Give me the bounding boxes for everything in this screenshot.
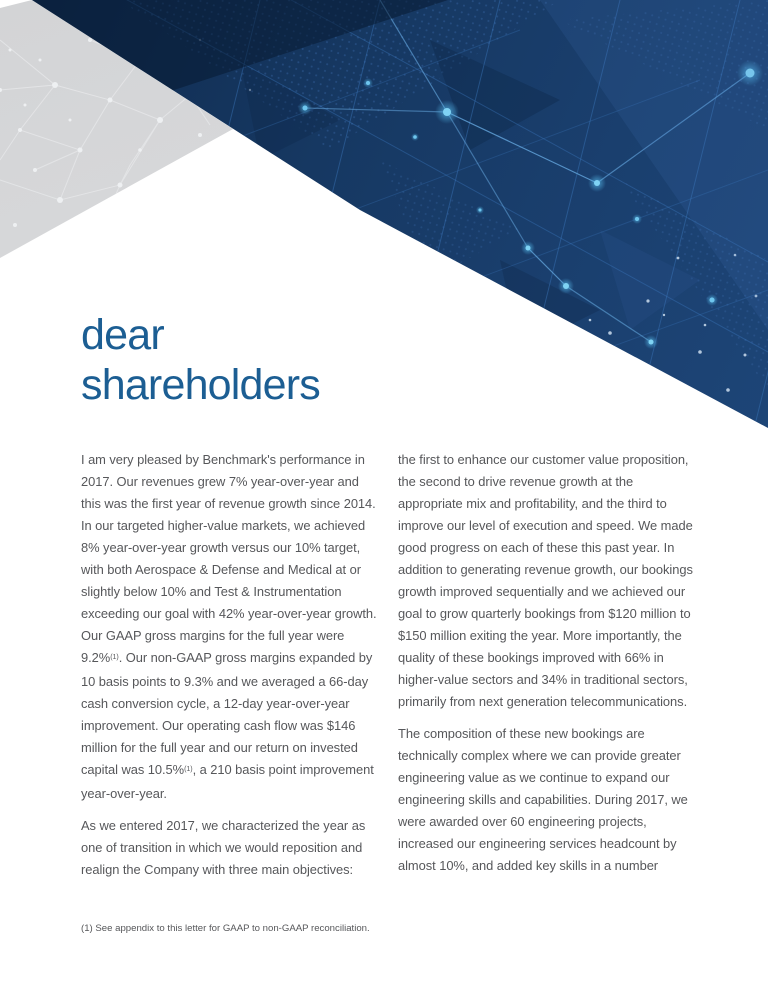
letter-column-left [81, 449, 377, 891]
letter-column-right [398, 449, 694, 887]
title-line-1: dear [81, 311, 164, 359]
footnote: (1) See appendix to this letter for GAAP to non-GAAP reconciliation. [81, 923, 370, 934]
paragraph: I am very pleased by Benchmark's performance in 2017. Our revenues grew 7% year-over-year and this was the first year of revenue growth since 2014. In our targeted higher-value markets, we achieved 8% year-over-year growth versus our 10% target, with both Aerospace & Defense and Medical at or slightly below 10% and Test & Instrumentation exceeding our goal with 42% year-over-year growth. Our GAAP gross margins for the full year were 9.2%$^{(1)}$. Our non-GAAP gross margins expanded by 10 basis points to 9.3% and we averaged a 66-day cash conversion cycle, a 12-day year-over-year improvement. Our operating cash flow was $146 million for the full year and our return on invested capital was 10.5%$^{(1)}$, a 210 basis point improvement year-over-year. [81, 452, 377, 801]
paragraph: As we entered 2017, we characterized the year as one of transition in which we would reposition and realign the Company with three main objectives: [81, 818, 366, 877]
paragraph: The composition of these new bookings are technically complex where we can provide greater engineering value as we continue to expand our engineering skills and capabilities. During 2017, we were awarded over 60 engineering projects, increased our engineering services headcount by almost 10%, and added key skills in a number [398, 726, 688, 873]
paragraph: the first to enhance our customer value proposition, the second to drive revenue growth at the appropriate mix and profitability, and the third to improve our level of execution and speed. We made good progress on each of these this past year. In addition to generating revenue growth, our bookings growth improved sequentially and we achieved our goal to grow quarterly bookings from $120 million to $150 million exiting the year. More importantly, the quality of these bookings improved with 66% in higher-value sectors and 34% in traditional sectors, primarily from next generation telecommunications. [398, 452, 693, 709]
title-line-2: shareholders [81, 361, 320, 409]
page-title [81, 310, 320, 410]
